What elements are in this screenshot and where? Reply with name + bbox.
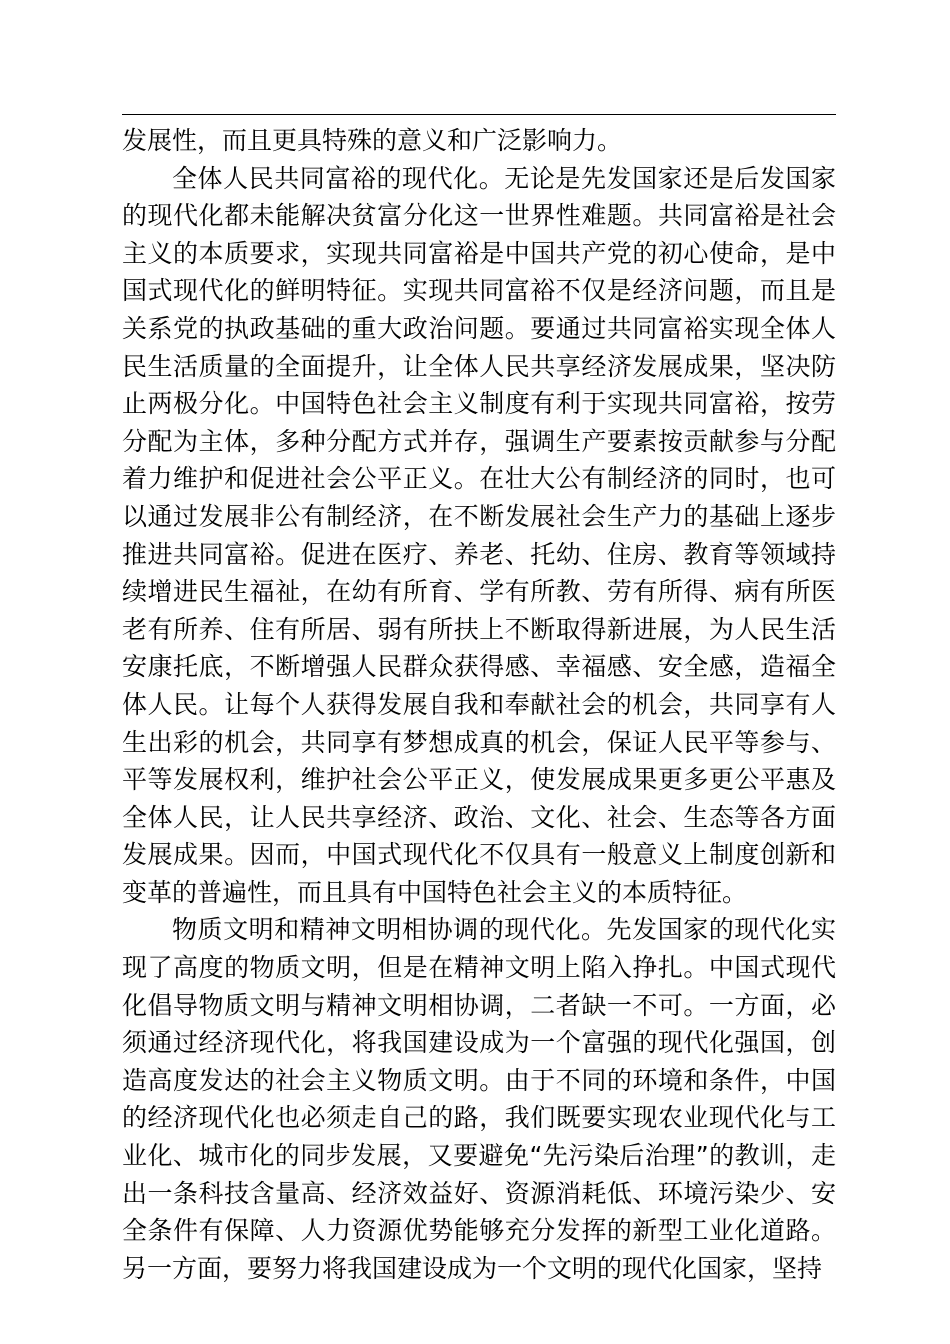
header-rule xyxy=(122,114,836,115)
body-text xyxy=(122,122,836,1287)
paragraph-continuation: 发展性，而且更具特殊的意义和广泛影响力。 xyxy=(122,126,623,155)
paragraph-material-spiritual: 物质文明和精神文明相协调的现代化。先发国家的现代化实现了高度的物质文明，但是在精神文明上陷入挣扎。中国式现代化倡导物质文明与精神文明相协调，二者缺一不可。一方面，必须通过经济现代化，将我国建设成为一个富强的现代化强国，创造高度发达的社会主义物质文明。由于不同的环境和条件，中国的经济现代化也必须走自己的路，我们既要实现农业现代化与工业化、城市化的同步发展，又要避免“先污染后治理”的教训，走出一条科技含量高、经济效益好、资源消耗低、环境污染少、安全条件有保障、人力资源优势能够充分发挥的新型工业化道路。另一方面，要努力将我国建设成为一个文明的现代化国家，坚持 xyxy=(122,915,836,1283)
paragraph-common-prosperity: 全体人民共同富裕的现代化。无论是先发国家还是后发国家的现代化都未能解决贫富分化这一世界性难题。共同富裕是社会主义的本质要求，实现共同富裕是中国共产党的初心使命，是中国式现代化的鲜明特征。实现共同富裕不仅是经济问题，而且是关系党的执政基础的重大政治问题。要通过共同富裕实现全体人民生活质量的全面提升，让全体人民共享经济发展成果，坚决防止两极分化。中国特色社会主义制度有利于实现共同富裕，按劳分配为主体，多种分配方式并存，强调生产要素按贡献参与分配着力维护和促进社会公平正义。在壮大公有制经济的同时，也可以通过发展非公有制经济，在不断发展社会生产力的基础上逐步推进共同富裕。促进在医疗、养老、托幼、住房、教育等领域持续增进民生福祉，在幼有所育、学有所教、劳有所得、病有所医老有所养、住有所居、弱有所扶上不断取得新进展，为人民生活安康托底，不断增强人民群众获得感、幸福感、安全感，造福全体人民。让每个人获得发展自我和奉献社会的机会，共同享有人生出彩的机会，共同享有梦想成真的机会，保证人民平等参与、平等发展权利，维护社会公平正义，使发展成果更多更公平惠及全体人民，让人民共享经济、政治、文化、社会、生态等各方面发展成果。因而，中国式现代化不仅具有一般意义上制度创新和变革的普遍性，而且具有中国特色社会主义的本质特征。 xyxy=(122,163,836,907)
